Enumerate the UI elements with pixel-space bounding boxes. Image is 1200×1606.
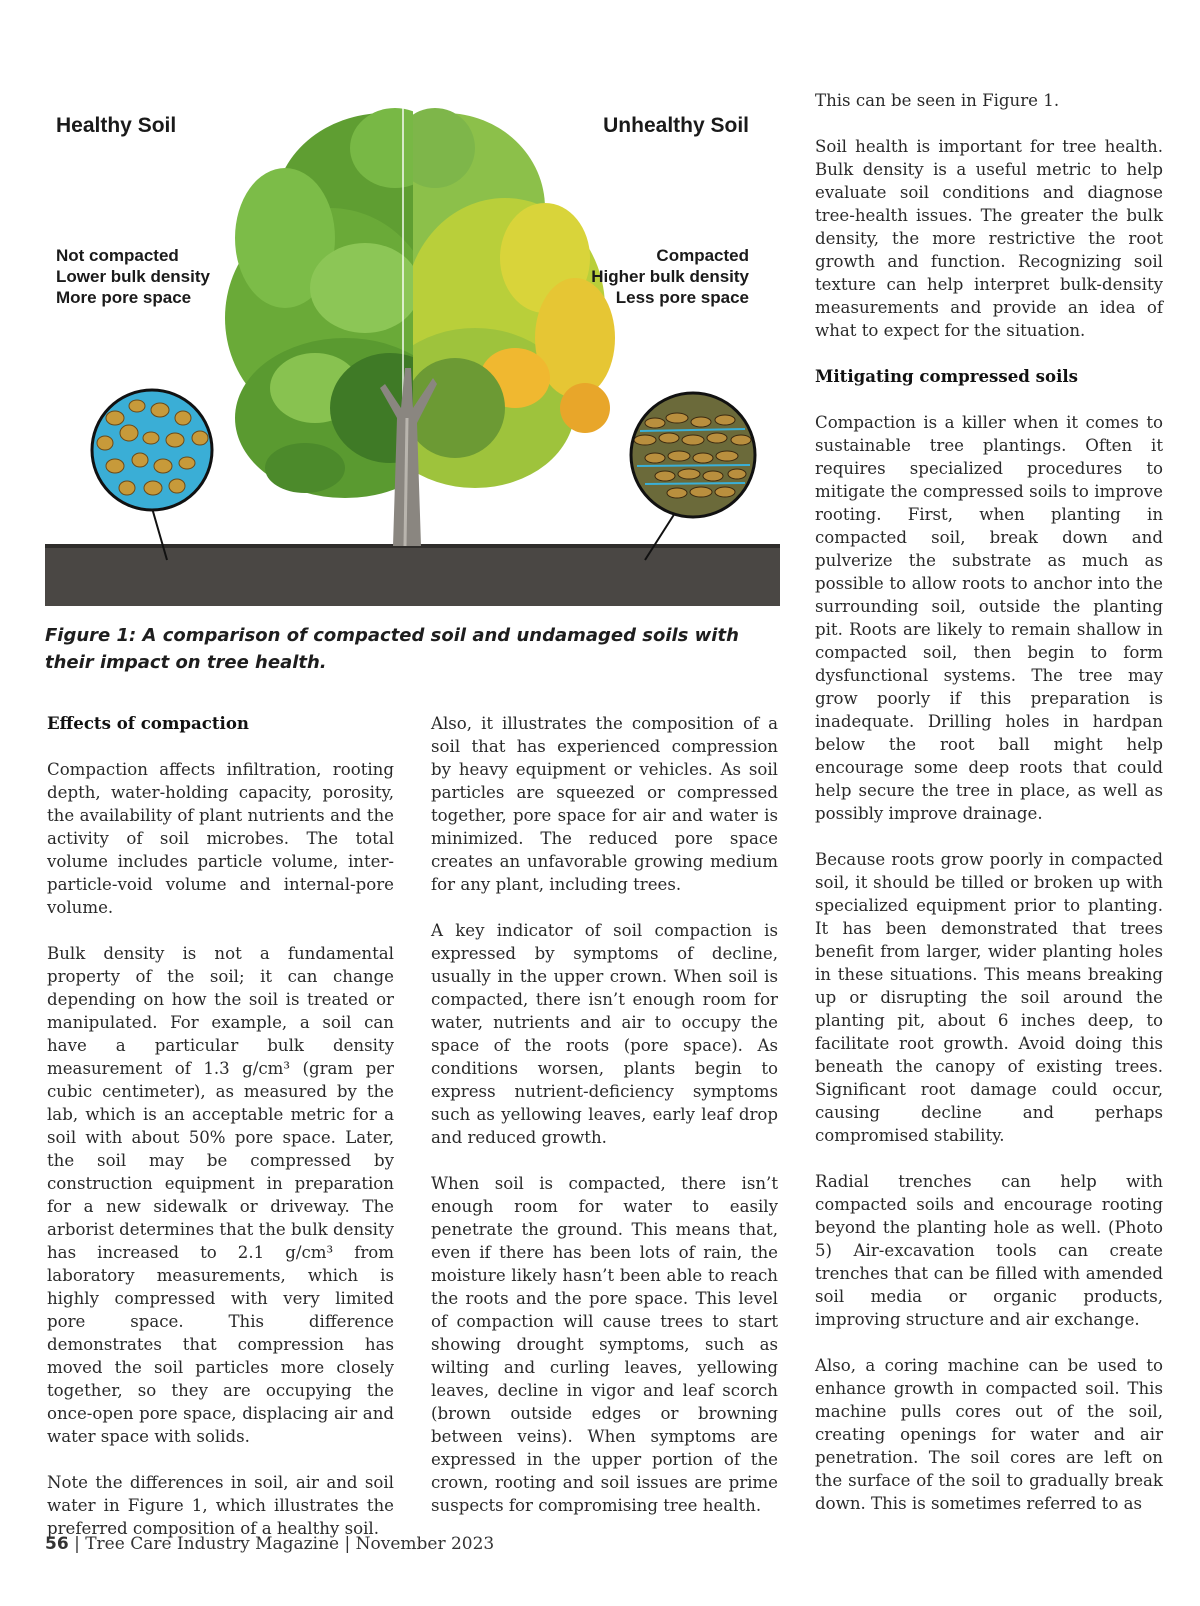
- unhealthy-note: Compacted: [656, 246, 749, 265]
- healthy-soil-sample: [85, 388, 225, 518]
- compacted-soil-sample: [625, 388, 765, 528]
- section-heading-effects: Effects of compaction: [47, 713, 249, 733]
- paragraph: Also, a coring machine can be used to enhance growth in compacted soil. This machine pulls cores out of the soil, creating openings for water and air penetration. The soil cores are left on the surface of the soil to gradually break down. This is sometimes referred to as: [815, 1356, 1163, 1513]
- figure-caption: Figure 1: A comparison of compacted soil and undamaged soils with their impact on tree health.: [45, 625, 739, 673]
- unhealthy-note: Less pore space: [615, 288, 749, 307]
- paragraph: This can be seen in Figure 1.: [815, 91, 1060, 110]
- unhealthy-note: Higher bulk density: [591, 267, 749, 286]
- figure-1-illustration: [45, 88, 780, 606]
- column-2: [431, 712, 778, 1540]
- publication-info: | Tree Care Industry Magazine | November 2023: [68, 1534, 495, 1554]
- paragraph: Soil health is important for tree health. Bulk density is a useful metric to help evaluate soil conditions and diagnose tree-health issues. The greater the bulk density, the more restrictive the root growth and function. Recognizing soil texture can help interpret bulk-density measurements and provide an idea of what to expect for the situation.: [815, 137, 1163, 340]
- paragraph: When soil is compacted, there isn’t enough room for water to easily penetrate the ground. This means that, even if there has been lots of rain, the moisture likely hasn’t been able to reach the roots and the pore space. This level of compaction will cause trees to start showing drought symptoms, such as wilting and curling leaves, yellowing leaves, decline in vigor and leaf scorch (brown outside edges or browning between veins). When symptoms are expressed in the upper portion of the crown, rooting and soil issues are prime suspects for compromising tree health.: [431, 1174, 778, 1515]
- healthy-soil-title: Healthy Soil: [56, 114, 177, 137]
- healthy-note: More pore space: [56, 288, 192, 307]
- paragraph: A key indicator of soil compaction is expressed by symptoms of decline, usually in the upper crown. When soil is compacted, there isn’t enough room for water, nutrients and air to occupy the space of the roots (pore space). As conditions worsen, plants begin to express nutrient-deficiency symptoms such as yellowing leaves, early leaf drop and reduced growth.: [431, 921, 778, 1147]
- paragraph: Radial trenches can help with compacted soils and encourage rooting beyond the planting hole as well. (Photo 5) Air-excavation tools can create trenches that can be filled with amended soil media or organic products, improving structure and air exchange.: [815, 1172, 1163, 1329]
- paragraph: Compaction affects infiltration, rooting depth, water-holding capacity, porosity, the availability of plant nutrients and the activity of soil microbes. The total volume includes particle volume, inter-particle-void volume and internal-pore volume.: [47, 760, 394, 917]
- unhealthy-soil-title: Unhealthy Soil: [603, 114, 749, 137]
- healthy-note: Lower bulk density: [56, 267, 210, 286]
- healthy-soil-notes: [56, 245, 210, 308]
- page-number: 56: [45, 1534, 69, 1554]
- paragraph: Because roots grow poorly in compacted soil, it should be tilled or broken up with specialized equipment prior to planting. It has been demonstrated that trees benefit from larger, wider planting holes in these situations. This means breaking up or disrupting the soil around the planting pit, about 6 inches deep, to facilitate root growth. Avoid doing this beneath the canopy of existing trees. Significant root damage could occur, causing decline and perhaps compromised stability.: [815, 850, 1163, 1145]
- paragraph: Also, it illustrates the composition of a soil that has experienced compression by heavy equipment or vehicles. As soil particles are squeezed or compressed together, pore space for air and water is minimized. The reduced pore space creates an unfavorable growing medium for any plant, including trees.: [431, 714, 778, 894]
- page-footer: [45, 1534, 494, 1554]
- column-1: [47, 712, 394, 1563]
- unhealthy-soil-notes: [591, 245, 749, 308]
- tree-illustration: [45, 88, 780, 606]
- ground: [45, 546, 780, 606]
- section-heading-mitigating: Mitigating compressed soils: [815, 366, 1079, 386]
- paragraph: Note the differences in soil, air and soil water in Figure 1, which illustrates the preferred composition of a healthy soil.: [47, 1473, 394, 1538]
- paragraph: Compaction is a killer when it comes to sustainable tree plantings. Often it requires specialized procedures to mitigate the compressed soils to improve rooting. First, when planting in compacted soil, break down and pulverize the substrate as much as possible to allow roots to anchor into the surrounding soil, outside the planting pit. Roots are likely to remain shallow in compacted soil, then begin to form dysfunctional systems. The tree may grow poorly if this preparation is inadequate. Drilling holes in hardpan below the root ball might help encourage some deep roots that could help secure the tree in place, as well as possibly improve drainage.: [815, 413, 1163, 823]
- column-3: [815, 89, 1163, 1538]
- healthy-note: Not compacted: [56, 246, 179, 265]
- paragraph: Bulk density is not a fundamental property of the soil; it can change depending on how the soil is treated or manipulated. For example, a soil can have a particular bulk density measurement of 1.3 g/cm³ (gram per cubic centimeter), as measured by the lab, which is an acceptable metric for a soil with about 50% pore space. Later, the soil may be compressed by construction equipment in preparation for a new sidewalk or driveway. The arborist determines that the bulk density has increased to 2.1 g/cm³ from laboratory measurements, which is highly compressed with very limited pore space. This difference demonstrates that compression has moved the soil particles more closely together, so they are occupying the once-open pore space, displacing air and water space with solids.: [47, 944, 394, 1446]
